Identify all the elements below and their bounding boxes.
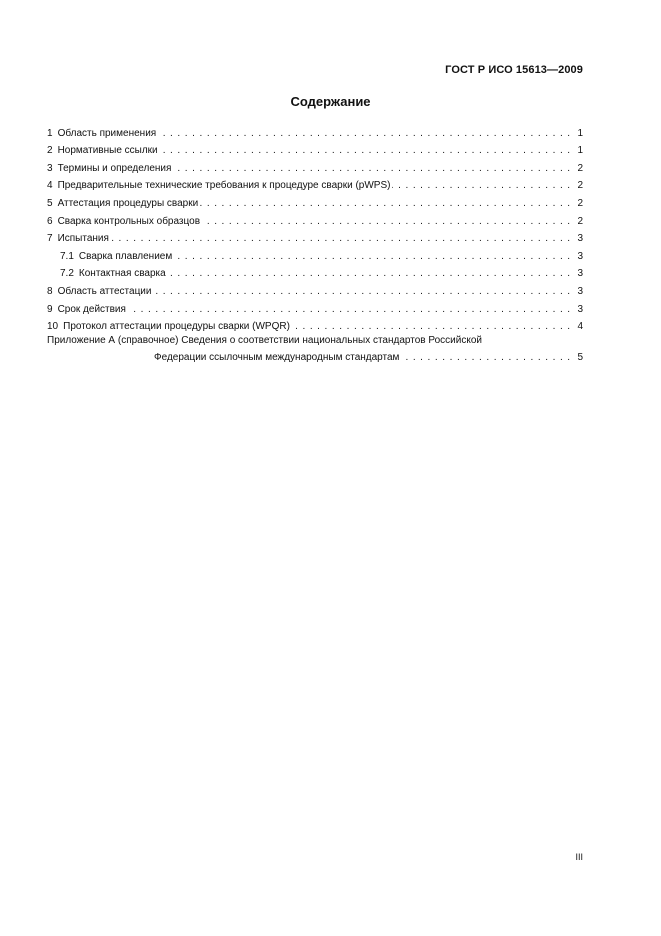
dot-leader (202, 216, 571, 228)
toc-entry-label: 10 Протокол аттестации процедуры сварки (WPQR) (47, 321, 290, 333)
toc-entry-label: 6 Сварка контрольных образцов (47, 215, 201, 227)
toc-entry-label: 8 Область аттестации (47, 285, 152, 297)
toc-entry-page: 4 (577, 321, 583, 333)
toc-entry-label: 7.2 Контактная сварка (60, 268, 166, 280)
dot-leader (158, 128, 571, 140)
toc-entry-page: 5 (577, 352, 583, 364)
toc-entry-page: 3 (577, 233, 583, 245)
toc-entry-page: 1 (577, 127, 583, 139)
document-code: ГОСТ Р ИСО 15613—2009 (445, 64, 583, 76)
toc-entry-label: 7.1 Сварка плавлением (60, 250, 173, 262)
toc-entry-page: 2 (577, 215, 583, 227)
toc-entry-7-2[interactable] (47, 263, 583, 281)
toc-entry-page: 1 (577, 145, 583, 157)
appendix-title-line-1: Приложение А (справочное) Сведения о соответствии национальных стандартов Российской (47, 335, 482, 347)
toc-entry-label: 5 Аттестация процедуры сварки (47, 197, 199, 209)
toc-entry-label: 9 Срок действия (47, 303, 126, 315)
toc-entry-8[interactable] (47, 280, 583, 298)
toc-entry-2[interactable] (47, 140, 583, 158)
dot-leader (168, 268, 571, 280)
toc-entry-appendix-a[interactable] (47, 335, 583, 364)
toc-entry-10[interactable] (47, 316, 583, 334)
dot-leader (200, 198, 571, 210)
dot-leader (160, 145, 571, 157)
toc-entry-6[interactable] (47, 210, 583, 228)
dot-leader (128, 304, 571, 316)
dot-leader (174, 251, 571, 263)
toc-entry-page: 3 (577, 303, 583, 315)
toc-entry-page: 3 (577, 268, 583, 280)
toc-entry-3[interactable] (47, 157, 583, 175)
toc-entry-7-1[interactable] (47, 245, 583, 263)
toc-entry-1[interactable] (47, 122, 583, 140)
toc-title: Содержание (290, 94, 371, 109)
toc-entry-4[interactable] (47, 175, 583, 193)
dot-leader (292, 321, 571, 333)
dot-leader (401, 352, 571, 364)
appendix-title-line-2 (47, 350, 583, 364)
toc-entry-7[interactable] (47, 228, 583, 246)
dot-leader (111, 233, 571, 245)
page-number: III (575, 852, 583, 862)
toc-entry-label: 4 Предварительные технические требования к процедуре сварки (pWPS) (47, 180, 391, 192)
table-of-contents (47, 122, 583, 364)
appendix-title-line-2-text: Федерации ссылочным международным стандартам (154, 352, 400, 364)
toc-entry-label: 7 Испытания (47, 233, 109, 245)
dot-leader (392, 180, 571, 192)
toc-entry-5[interactable] (47, 192, 583, 210)
dot-leader (153, 286, 571, 298)
toc-entry-9[interactable] (47, 298, 583, 316)
toc-entry-page: 2 (577, 197, 583, 209)
toc-entry-page: 3 (577, 250, 583, 262)
toc-entry-page: 2 (577, 180, 583, 192)
dot-leader (173, 163, 571, 175)
toc-entry-page: 2 (577, 162, 583, 174)
toc-entry-label: 2 Нормативные ссылки (47, 145, 158, 157)
toc-entry-label: 1 Область применения (47, 127, 157, 139)
toc-entry-page: 3 (577, 285, 583, 297)
toc-entry-label: 3 Термины и определения (47, 162, 172, 174)
